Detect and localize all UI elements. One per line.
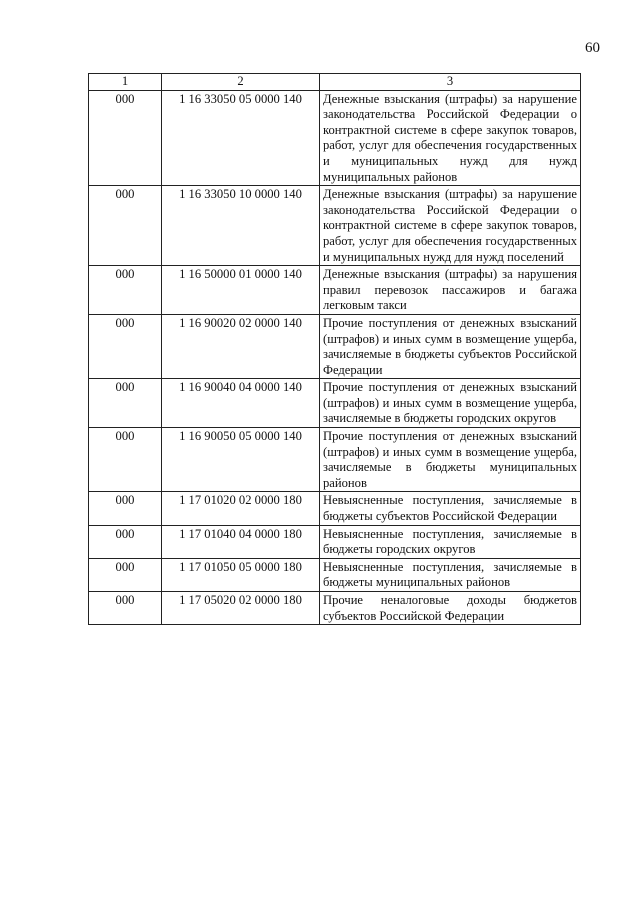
column-header-3: 3	[320, 74, 581, 91]
revenue-code-cell: 1 17 01040 04 0000 180	[162, 525, 320, 558]
revenue-code-cell: 1 16 90040 04 0000 140	[162, 379, 320, 428]
admin-code-cell: 000	[89, 592, 162, 625]
admin-code-cell: 000	[89, 558, 162, 591]
description-cell: Денежные взыскания (штрафы) за нарушение законодательства Российской Федерации о контрактной системе в сфере закупок товаров, работ, услуг для обеспечения государственных и муниципальных нужд для нужд поселений	[320, 186, 581, 266]
revenue-code-cell: 1 16 33050 05 0000 140	[162, 90, 320, 186]
admin-code-cell: 000	[89, 90, 162, 186]
table-row	[89, 525, 581, 558]
description-cell: Денежные взыскания (штрафы) за нарушение законодательства Российской Федерации о контрактной системе в сфере закупок товаров, работ, услуг для обеспечения государственных и муниципальных нужд для нужд муниципальных районов	[320, 90, 581, 186]
column-header-2: 2	[162, 74, 320, 91]
table-row	[89, 90, 581, 186]
table-row	[89, 186, 581, 266]
description-cell: Прочие поступления от денежных взысканий (штрафов) и иных сумм в возмещение ущерба, зачисляемые в бюджеты муниципальных районов	[320, 428, 581, 492]
table-row	[89, 428, 581, 492]
admin-code-cell: 000	[89, 492, 162, 525]
table-row	[89, 492, 581, 525]
revenue-code-cell: 1 17 01020 02 0000 180	[162, 492, 320, 525]
table-row	[89, 314, 581, 378]
admin-code-cell: 000	[89, 428, 162, 492]
description-cell: Прочие неналоговые доходы бюджетов субъектов Российской Федерации	[320, 592, 581, 625]
admin-code-cell: 000	[89, 266, 162, 315]
description-cell: Денежные взыскания (штрафы) за нарушения правил перевозок пассажиров и багажа легковым такси	[320, 266, 581, 315]
revenue-code-cell: 1 16 33050 10 0000 140	[162, 186, 320, 266]
table-row	[89, 592, 581, 625]
admin-code-cell: 000	[89, 186, 162, 266]
page-number: 60	[585, 40, 600, 56]
revenue-code-cell: 1 16 90020 02 0000 140	[162, 314, 320, 378]
revenue-code-cell: 1 16 50000 01 0000 140	[162, 266, 320, 315]
description-cell: Невыясненные поступления, зачисляемые в бюджеты муниципальных районов	[320, 558, 581, 591]
table-row	[89, 379, 581, 428]
column-header-1: 1	[89, 74, 162, 91]
revenue-code-cell: 1 16 90050 05 0000 140	[162, 428, 320, 492]
admin-code-cell: 000	[89, 525, 162, 558]
admin-code-cell: 000	[89, 379, 162, 428]
description-cell: Прочие поступления от денежных взысканий (штрафов) и иных сумм в возмещение ущерба, зачисляемые в бюджеты городских округов	[320, 379, 581, 428]
description-cell: Прочие поступления от денежных взысканий (штрафов) и иных сумм в возмещение ущерба, зачисляемые в бюджеты субъектов Российской Федерации	[320, 314, 581, 378]
description-cell: Невыясненные поступления, зачисляемые в бюджеты городских округов	[320, 525, 581, 558]
revenue-codes-table	[88, 73, 581, 625]
table-row	[89, 266, 581, 315]
table-row	[89, 558, 581, 591]
description-cell: Невыясненные поступления, зачисляемые в бюджеты субъектов Российской Федерации	[320, 492, 581, 525]
revenue-code-cell: 1 17 01050 05 0000 180	[162, 558, 320, 591]
admin-code-cell: 000	[89, 314, 162, 378]
revenue-code-cell: 1 17 05020 02 0000 180	[162, 592, 320, 625]
table-header-row	[89, 74, 581, 91]
